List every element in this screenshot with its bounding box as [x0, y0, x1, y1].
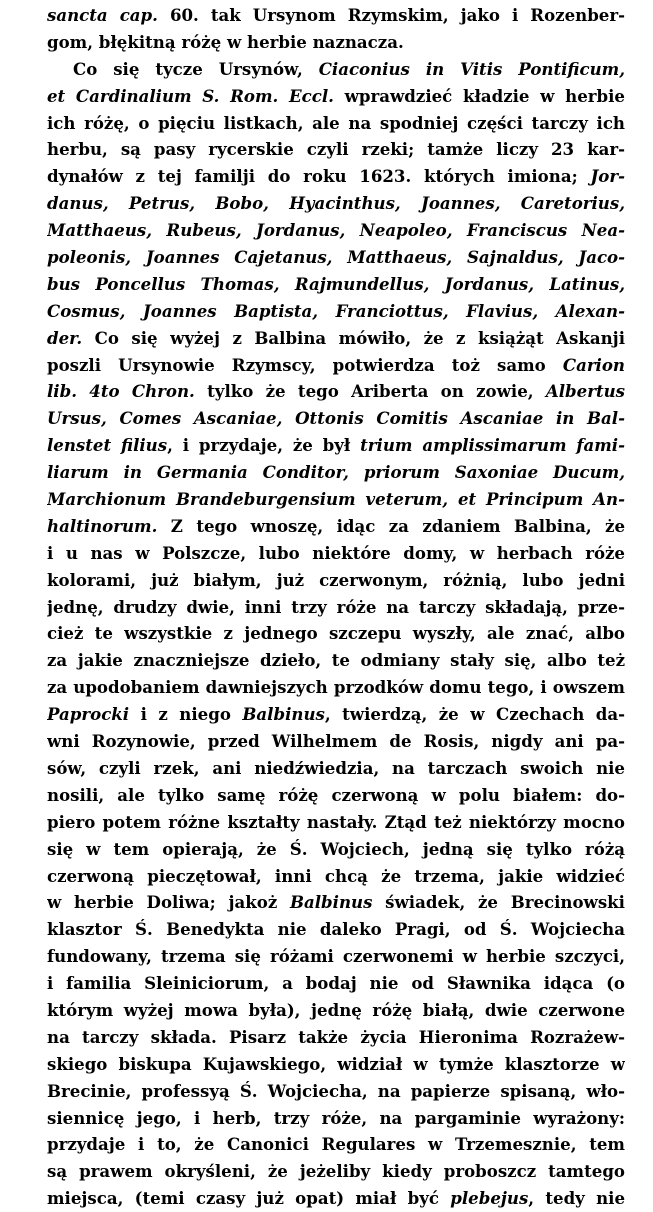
text-run: wprawdzieć kładzie w herbie: [333, 85, 625, 106]
text-line: [47, 1158, 625, 1185]
text-line: [47, 889, 625, 916]
text-run: Brecinie, professyą Ś. Wojciecha, na papierze spisaną, wło-: [47, 1080, 625, 1101]
text-line: [47, 29, 625, 56]
italic-text-run: Ciaconius in Vitis Pontificum,: [318, 58, 625, 79]
text-run: dynałów z tej familji do roku 1623. których imiona;: [47, 166, 591, 187]
text-line: [47, 190, 625, 217]
text-line: [47, 2, 625, 29]
text-run: fundowany, trzema się różami czerwonemi w herbie szczyci,: [47, 946, 625, 967]
italic-text-run: sancta cap.: [47, 5, 158, 25]
italic-text-run: lenstet filius: [47, 435, 168, 456]
text-run: za upodobaniem dawniejszych przodków domu tego, i owszem: [47, 677, 625, 698]
text-run: , tedy nie: [528, 1188, 625, 1209]
text-line: [47, 1078, 625, 1105]
text-line: [47, 863, 625, 890]
text-line: [47, 486, 625, 513]
text-line: [47, 674, 625, 701]
text-line: [47, 567, 625, 594]
text-line: [47, 647, 625, 674]
italic-text-run: haltinorum.: [47, 515, 158, 536]
text-run: i u nas w Polszcze, lubo niektóre domy, w herbach róże: [47, 542, 625, 563]
text-run: na tarczy składa. Pisarz także życia Hieronima Rozrażew-: [47, 1026, 625, 1047]
text-run: się w tem opierają, że Ś. Wojciech, jedną się tylko różą: [47, 838, 625, 859]
text-run: , twierdzą, że w Czechach da-: [324, 704, 625, 725]
text-run: 60. tak Ursynom Rzymskim, jako i Rozenber-: [157, 5, 625, 25]
text-line: [47, 378, 625, 405]
italic-text-run: Carion: [562, 354, 625, 375]
text-line: [47, 271, 625, 298]
italic-text-run: Marchionum Brandeburgensium veterum, et Principum An-: [47, 489, 625, 510]
italic-text-run: liarum in Germania Conditor, priorum Saxoniae Ducum,: [47, 462, 625, 483]
italic-text-run: Albertus: [545, 381, 625, 402]
text-line: [47, 459, 625, 486]
text-run: Z tego wnoszę, idąc za zdaniem Balbina, że: [157, 515, 625, 536]
italic-text-run: Matthaeus, Rubeus, Jordanus, Neapoleo, Franciscus Nea-: [47, 220, 625, 241]
text-line: [47, 782, 625, 809]
text-run: i z niego: [129, 704, 243, 725]
text-line: [47, 56, 625, 83]
text-line: [47, 970, 625, 997]
text-run: i familia Sleiniciorum, a bodaj nie od Sławnika idąca (o: [47, 973, 625, 994]
text-run: są prawem okryśleni, że jeżeliby kiedy proboszcz tamtego: [47, 1161, 625, 1182]
text-line: [47, 136, 625, 163]
italic-text-run: Ursus, Comes Ascaniae, Ottonis Comitis Ascaniae in Bal-: [47, 408, 625, 429]
text-line: [47, 405, 625, 432]
text-line: [47, 620, 625, 647]
text-line: [47, 110, 625, 137]
text-run: Co się tycze Ursynów,: [73, 58, 319, 79]
text-line: [47, 1051, 625, 1078]
italic-text-run: et Cardinalium S. Rom. Eccl.: [47, 85, 334, 106]
text-line: [47, 244, 625, 271]
italic-text-run: plebejus: [450, 1188, 529, 1209]
text-line: [47, 1185, 625, 1212]
text-run: , i przydaje, że był: [167, 435, 361, 456]
text-run: świadek, że Brecinowski: [372, 892, 625, 913]
text-run: kolorami, już białym, już czerwonym, różnią, lubo jedni: [47, 569, 625, 590]
text-line: [47, 352, 625, 379]
text-run: nosili, ale tylko samę różę czerwoną w polu białem: do-: [47, 784, 625, 805]
text-run: którym wyżej mowa była), jednę różę białą, dwie czerwone: [47, 999, 625, 1020]
text-line: [47, 217, 625, 244]
text-line: [47, 755, 625, 782]
text-run: czerwoną pieczętował, inni chcą że trzema, jakie widzieć: [47, 865, 625, 886]
italic-text-run: der.: [47, 327, 83, 348]
text-run: herbu, są pasy rycerskie czyli rzeki; tamże liczy 23 kar-: [47, 139, 625, 160]
text-run: jednę, drudzy dwie, inni trzy róże na tarczy składają, prze-: [47, 596, 625, 617]
text-run: miejsca, (temi czasy już opat) miał być: [47, 1188, 451, 1209]
italic-text-run: danus, Petrus, Bobo, Hyacinthus, Joannes, Caretorius,: [47, 193, 625, 214]
text-line: [47, 728, 625, 755]
text-run: wni Rozynowie, przed Wilhelmem de Rosis, nigdy ani pa-: [47, 731, 625, 752]
italic-text-run: poleonis, Joannes Cajetanus, Matthaeus, Sajnaldus, Jaco-: [47, 247, 625, 268]
italic-text-run: trium amplissimarum fami-: [360, 435, 625, 456]
text-line: [47, 701, 625, 728]
italic-text-run: Jor-: [590, 166, 625, 187]
text-line: [47, 1105, 625, 1132]
text-run: sów, czyli rzek, ani niedźwiedzia, na tarczach swoich nie: [47, 757, 625, 778]
text-line: [47, 1131, 625, 1158]
text-run: piero potem różne kształty nastały. Ztąd też niektórzy mocno: [47, 811, 625, 832]
text-line: [47, 298, 625, 325]
text-run: skiego biskupa Kujawskiego, widział w tymże klasztorze w: [47, 1053, 625, 1074]
text-line: [47, 836, 625, 863]
text-line: [47, 513, 625, 540]
italic-text-run: Balbinus: [242, 704, 325, 725]
text-line: [47, 997, 625, 1024]
text-line: [47, 83, 625, 110]
text-run: cież te wszystkie z jednego szczepu wyszły, ale znać, albo: [47, 623, 625, 644]
text-line: [47, 540, 625, 567]
text-run: siennicę jego, i herb, trzy róże, na pargaminie wyrażony:: [47, 1107, 625, 1128]
text-run: ich różę, o pięciu listkach, ale na spodniej części tarczy ich: [47, 112, 625, 133]
text-line: [47, 594, 625, 621]
text-run: Co się wyżej z Balbina mówiło, że z książąt Askanji: [82, 327, 625, 348]
text-line: [47, 163, 625, 190]
text-line: [47, 916, 625, 943]
text-run: za jakie znaczniejsze dzieło, te odmiany stały się, albo też: [47, 650, 625, 671]
text-run: gom, błękitną różę w herbie naznacza.: [47, 31, 404, 52]
text-line: [47, 325, 625, 352]
text-run: klasztor Ś. Benedykta nie daleko Pragi, od Ś. Wojciecha: [47, 919, 625, 940]
text-line: [47, 432, 625, 459]
text-run: w herbie Doliwa; jakoż: [47, 892, 290, 913]
italic-text-run: lib. 4to Chron.: [47, 381, 195, 402]
italic-text-run: Paprocki: [47, 704, 130, 725]
text-line: [47, 1024, 625, 1051]
text-run: poszli Ursynowie Rzymscy, potwierdza toż samo: [47, 354, 563, 375]
text-run: tylko że tego Ariberta on zowie,: [194, 381, 546, 402]
text-line: [47, 809, 625, 836]
text-run: przydaje i to, że Canonici Regulares w Trzemesznie, tem: [47, 1134, 625, 1155]
italic-text-run: bus Poncellus Thomas, Rajmundellus, Jordanus, Latinus,: [47, 273, 625, 294]
italic-text-run: Balbinus: [289, 892, 373, 913]
text-line: [47, 943, 625, 970]
italic-text-run: Cosmus, Joannes Baptista, Franciottus, Flavius, Alexan-: [47, 300, 625, 321]
